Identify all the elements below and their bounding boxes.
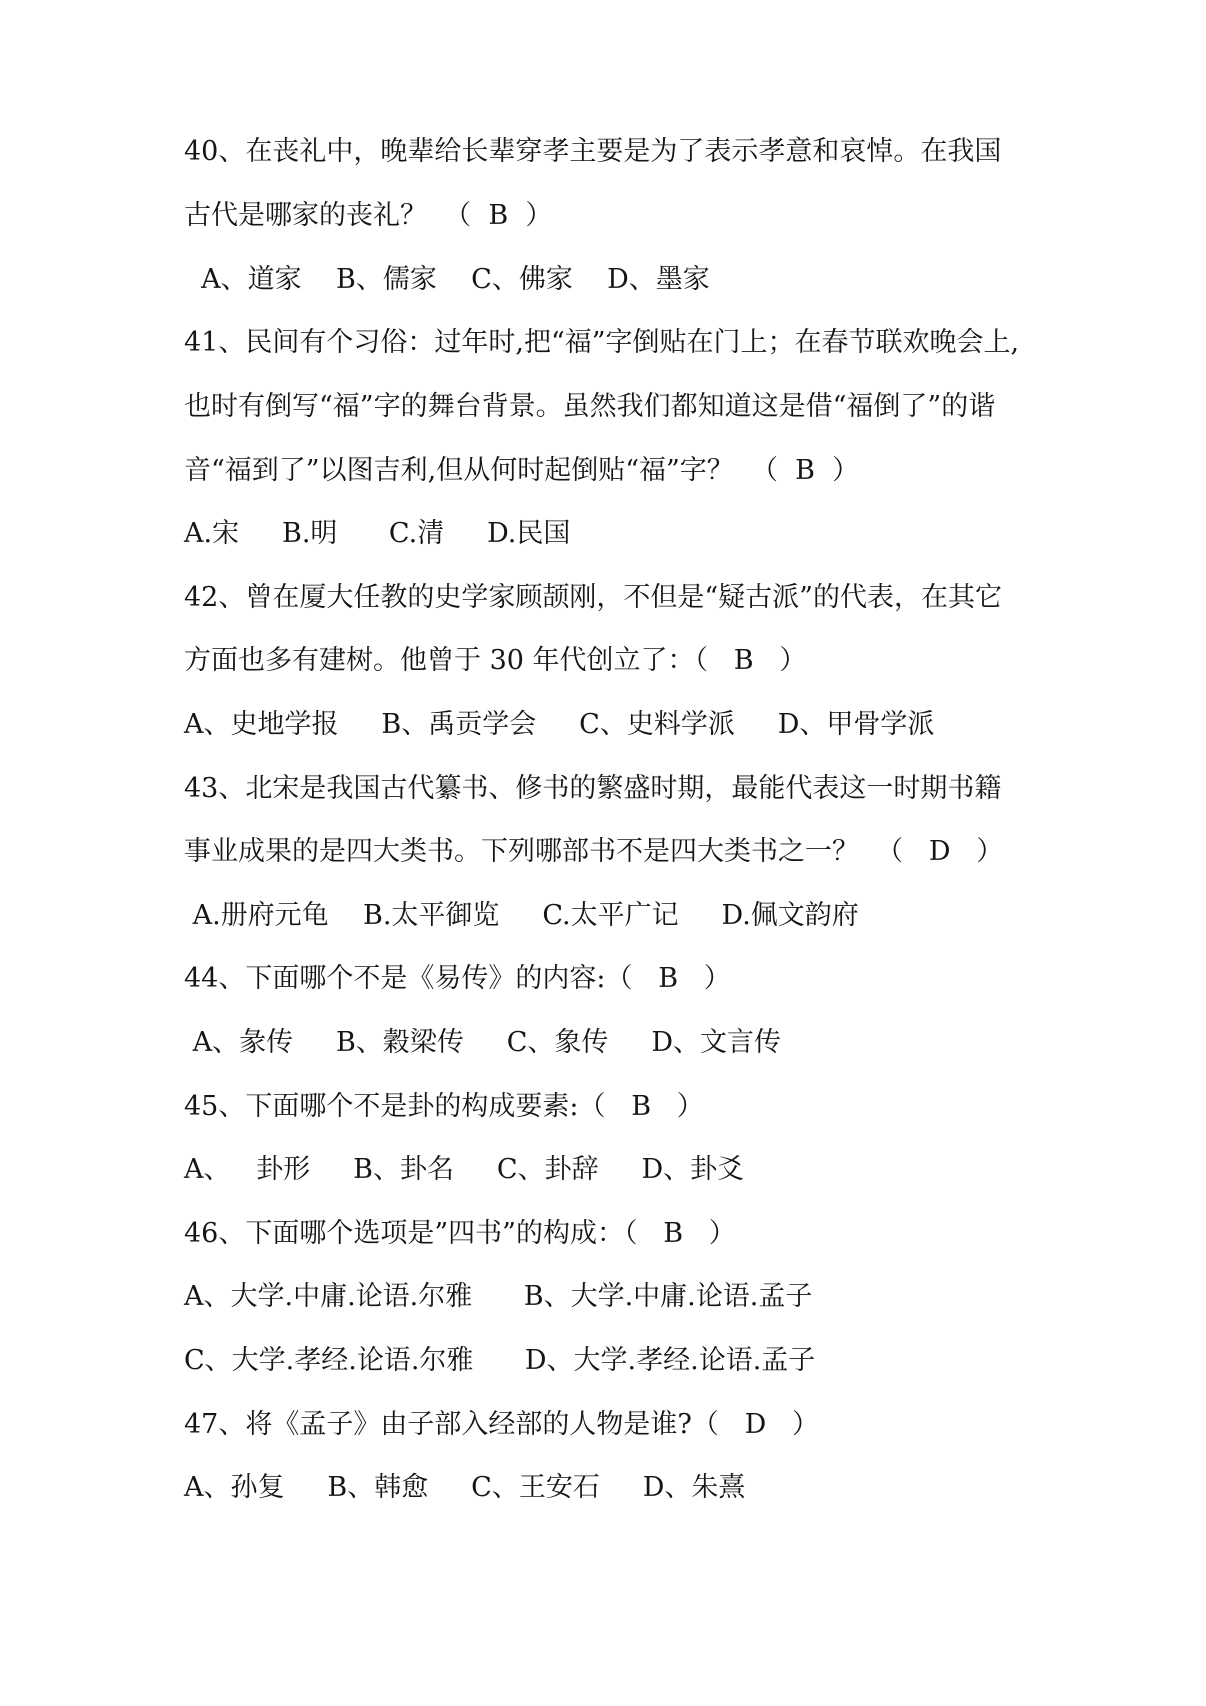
question-41-text-line-1: 41、民间有个习俗：过年时,把“福”字倒贴在门上；在春节联欢晚会上, bbox=[184, 327, 1020, 358]
question-40-text-line-1: 40、在丧礼中，晚辈给长辈穿孝主要是为了表示孝意和哀悼。在我国 bbox=[184, 136, 1002, 167]
question-41-options: A.宋 B.明 C.清 D.民国 bbox=[184, 518, 571, 549]
question-42-text-line-1: 42、曾在厦大任教的史学家顾颉刚，不但是“疑古派”的代表，在其它 bbox=[184, 582, 1002, 613]
question-43-options: A.册府元龟 B.太平御览 C.太平广记 D.佩文韵府 bbox=[184, 900, 859, 931]
question-43-text-line-2: 事业成果的是四大类书。下列哪部书不是四大类书之一？ （ D ） bbox=[184, 836, 1004, 867]
question-43-text-line-1: 43、北宋是我国古代纂书、修书的繁盛时期，最能代表这一时期书籍 bbox=[184, 773, 1002, 804]
question-44-options: A、彖传 B、穀梁传 C、象传 D、文言传 bbox=[184, 1027, 781, 1058]
question-47-options: A、孙复 B、韩愈 C、王安石 D、朱熹 bbox=[184, 1472, 746, 1503]
question-41-text-line-3: 音“福到了”以图吉利,但从何时起倒贴“福”字？ （ B ） bbox=[184, 455, 860, 486]
question-40-text-line-2: 古代是哪家的丧礼？ （ B ） bbox=[184, 200, 553, 231]
question-40-options: A、道家 B、儒家 C、佛家 D、墨家 bbox=[184, 264, 710, 295]
question-42-options: A、史地学报 B、禹贡学会 C、史料学派 D、甲骨学派 bbox=[184, 709, 935, 740]
question-46-text: 46、下面哪个选项是”四书”的构成：（ B ） bbox=[184, 1218, 736, 1249]
question-42-text-line-2: 方面也多有建树。他曾于 30 年代创立了：（ B ） bbox=[184, 645, 807, 676]
question-46-options-line-1: A、大学.中庸.论语.尔雅 B、大学.中庸.论语.孟子 bbox=[184, 1281, 813, 1312]
question-44-text: 44、下面哪个不是《易传》的内容:（ B ） bbox=[184, 963, 731, 994]
question-45-options: A、 卦形 B、卦名 C、卦辞 D、卦爻 bbox=[184, 1154, 745, 1185]
question-46-options-line-2: C、大学.孝经.论语.尔雅 D、大学.孝经.论语.孟子 bbox=[184, 1345, 816, 1376]
question-47-text: 47、将《孟子》由子部入经部的人物是谁?（ D ） bbox=[184, 1409, 819, 1440]
question-45-text: 45、下面哪个不是卦的构成要素:（ B ） bbox=[184, 1091, 704, 1122]
question-41-text-line-2: 也时有倒写“福”字的舞台背景。虽然我们都知道这是借“福倒了”的谐 bbox=[184, 391, 996, 422]
